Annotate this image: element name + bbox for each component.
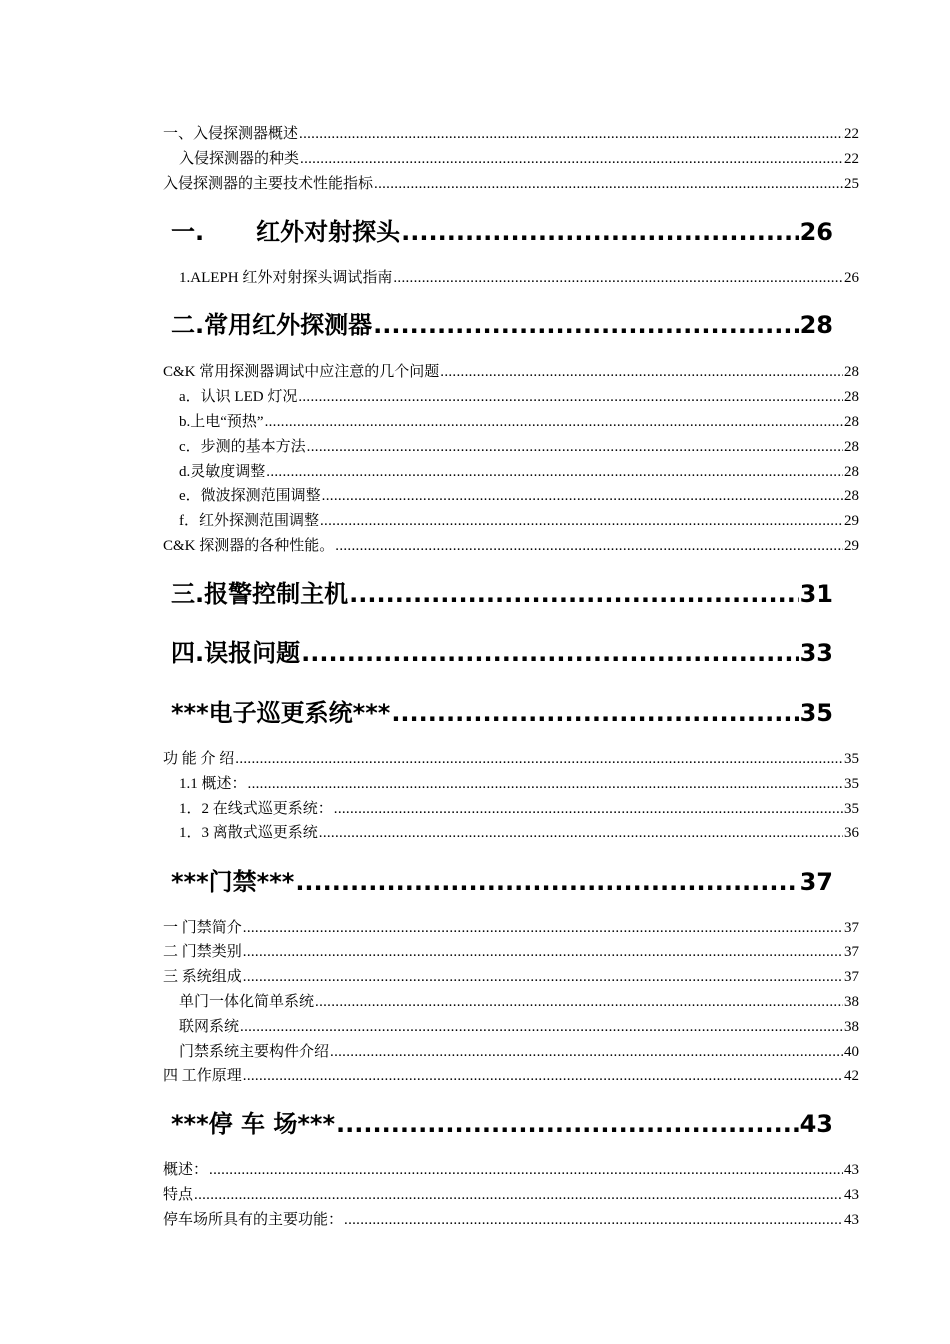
toc-leader-dots xyxy=(335,536,843,556)
toc-entry-page: 28 xyxy=(844,389,859,405)
toc-entry-page: 28 xyxy=(844,464,859,480)
toc-entry-title: 1．2 在线式巡更系统： xyxy=(179,801,333,817)
toc-leader-dots xyxy=(243,918,843,938)
toc-entry[interactable] xyxy=(179,511,859,531)
toc-entry[interactable] xyxy=(163,536,859,556)
toc-heading[interactable] xyxy=(171,309,833,341)
toc-entry[interactable] xyxy=(163,967,859,987)
toc-entry[interactable] xyxy=(163,749,859,769)
toc-heading-title: 三.报警控制主机 xyxy=(171,580,349,608)
toc-leader-dots xyxy=(300,149,843,169)
toc-entry[interactable] xyxy=(163,1160,859,1180)
toc-entry-page: 37 xyxy=(844,944,859,960)
toc-heading-title: 四.误报问题 xyxy=(171,639,301,667)
toc-entry-title: 单门一体化简单系统 xyxy=(179,994,315,1010)
toc-entry-page: 28 xyxy=(844,488,859,504)
toc-leader-dots xyxy=(298,387,843,407)
toc-leader-dots xyxy=(295,866,798,898)
toc-leader-dots xyxy=(319,823,843,843)
toc-leader-dots xyxy=(322,486,843,506)
toc-entry[interactable] xyxy=(179,462,859,482)
toc-leader-dots xyxy=(393,268,843,288)
toc-entry-title: 概述： xyxy=(163,1162,209,1178)
toc-entry-title: a．认识 LED 灯况 xyxy=(179,389,298,405)
toc-heading-title: ***门禁*** xyxy=(171,868,295,896)
toc-leader-dots xyxy=(243,967,843,987)
toc-entry[interactable] xyxy=(179,799,859,819)
toc-entry[interactable] xyxy=(163,1210,859,1230)
toc-entry-title: 入侵探测器的主要技术性能指标 xyxy=(163,176,374,192)
toc-entry-page: 36 xyxy=(844,825,859,841)
toc-entry-page: 29 xyxy=(844,538,859,554)
toc-entry-title: 特点 xyxy=(163,1187,194,1203)
toc-leader-dots xyxy=(334,799,843,819)
toc-entry-page: 28 xyxy=(844,364,859,380)
toc-entry-title: 一 门禁简介 xyxy=(163,920,242,936)
toc-entry[interactable] xyxy=(163,362,859,382)
toc-leader-dots xyxy=(299,124,843,144)
toc-entry-title: 停车场所具有的主要功能： xyxy=(163,1212,344,1228)
toc-entry-page: 43 xyxy=(844,1212,859,1228)
toc-leader-dots xyxy=(374,174,843,194)
toc-heading-page: 35 xyxy=(799,699,833,727)
toc-leader-dots xyxy=(301,637,798,669)
toc-leader-dots xyxy=(209,1160,843,1180)
toc-leader-dots xyxy=(320,511,843,531)
toc-leader-dots xyxy=(194,1185,843,1205)
toc-entry-page: 26 xyxy=(844,270,859,286)
toc-entry-title: 二 门禁类别 xyxy=(163,944,242,960)
toc-entry-title: C&K 常用探测器调试中应注意的几个问题 xyxy=(163,364,440,380)
toc-entry[interactable] xyxy=(179,437,859,457)
toc-leader-dots xyxy=(265,412,843,432)
toc-entry[interactable] xyxy=(179,823,859,843)
toc-heading[interactable] xyxy=(171,578,833,610)
toc-leader-dots xyxy=(440,362,843,382)
toc-heading-page: 43 xyxy=(799,1110,833,1138)
toc-entry-title: 入侵探测器的种类 xyxy=(179,151,300,167)
toc-entry-title: b.上电“预热” xyxy=(179,414,264,430)
toc-heading[interactable] xyxy=(171,866,833,898)
toc-heading-title: ***停 车 场*** xyxy=(171,1110,336,1138)
toc-entry-title: 三 系统组成 xyxy=(163,969,242,985)
toc-heading[interactable] xyxy=(171,697,833,729)
toc-entry-page: 35 xyxy=(844,801,859,817)
toc-entry[interactable] xyxy=(179,387,859,407)
toc-entry-title: 1．3 离散式巡更系统 xyxy=(179,825,318,841)
toc-heading-title: 二.常用红外探测器 xyxy=(171,311,373,339)
toc-entry-page: 22 xyxy=(844,151,859,167)
toc-entry-page: 22 xyxy=(844,126,859,142)
toc-leader-dots xyxy=(243,1066,843,1086)
toc-entry-page: 29 xyxy=(844,513,859,529)
toc-leader-dots xyxy=(391,697,798,729)
toc-entry-page: 35 xyxy=(844,776,859,792)
toc-entry-page: 35 xyxy=(844,751,859,767)
toc-entry-title: 联网系统 xyxy=(179,1019,240,1035)
toc-entry-title: f．红外探测范围调整 xyxy=(179,513,319,529)
toc-entry[interactable] xyxy=(163,942,859,962)
toc-entry[interactable] xyxy=(179,774,859,794)
toc-entry[interactable] xyxy=(163,174,859,194)
toc-entry-page: 37 xyxy=(844,920,859,936)
toc-entry[interactable] xyxy=(163,1066,859,1086)
toc-entry-page: 28 xyxy=(844,439,859,455)
toc-entry[interactable] xyxy=(163,1185,859,1205)
toc-entry-title: 一、入侵探测器概述 xyxy=(163,126,299,142)
toc-entry[interactable] xyxy=(179,412,859,432)
toc-entry[interactable] xyxy=(179,1017,859,1037)
toc-leader-dots xyxy=(344,1210,843,1230)
toc-entry[interactable] xyxy=(163,918,859,938)
toc-leader-dots xyxy=(243,942,843,962)
toc-entry-title: 门禁系统主要构件介绍 xyxy=(179,1044,330,1060)
toc-entry-page: 43 xyxy=(844,1162,859,1178)
toc-leader-dots xyxy=(330,1042,843,1062)
toc-leader-dots xyxy=(315,992,843,1012)
toc-heading-page: 28 xyxy=(799,311,833,339)
toc-entry[interactable] xyxy=(163,124,859,144)
toc-heading-title: ***电子巡更系统*** xyxy=(171,699,391,727)
toc-leader-dots xyxy=(401,216,798,248)
toc-entry-title: 四 工作原理 xyxy=(163,1068,242,1084)
toc-heading-page: 31 xyxy=(799,580,833,608)
toc-heading-page: 33 xyxy=(799,639,833,667)
toc-heading-page: 37 xyxy=(799,868,833,896)
toc-leader-dots xyxy=(248,774,843,794)
toc-leader-dots xyxy=(336,1108,799,1140)
toc-entry-title: d.灵敏度调整 xyxy=(179,464,266,480)
toc-entry[interactable] xyxy=(179,149,859,169)
toc-leader-dots xyxy=(307,437,843,457)
toc-leader-dots xyxy=(349,578,798,610)
toc-entry-page: 43 xyxy=(844,1187,859,1203)
toc-entry-title: C&K 探测器的各种性能。 xyxy=(163,538,335,554)
toc-entry-title: 1.ALEPH 红外对射探头调试指南 xyxy=(179,270,393,286)
toc-leader-dots xyxy=(235,749,843,769)
toc-entry-page: 38 xyxy=(844,1019,859,1035)
toc-entry[interactable] xyxy=(179,268,859,288)
toc-heading[interactable] xyxy=(171,1108,833,1140)
toc-entry-page: 28 xyxy=(844,414,859,430)
toc-entry-title: 1.1 概述： xyxy=(179,776,247,792)
toc-entry-title: e．微波探测范围调整 xyxy=(179,488,321,504)
toc-leader-dots xyxy=(373,309,798,341)
toc-heading[interactable] xyxy=(171,216,833,248)
toc-entry-title: c．步测的基本方法 xyxy=(179,439,306,455)
toc-entry-page: 37 xyxy=(844,969,859,985)
toc-heading[interactable] xyxy=(171,637,833,669)
toc-entry-page: 38 xyxy=(844,994,859,1010)
toc-leader-dots xyxy=(240,1017,843,1037)
toc-entry[interactable] xyxy=(179,486,859,506)
toc-entry-page: 25 xyxy=(844,176,859,192)
toc-heading-number: 一. xyxy=(171,218,205,246)
toc-entry-page: 42 xyxy=(844,1068,859,1084)
toc-heading-page: 26 xyxy=(799,218,833,246)
toc-entry-title: 功 能 介 绍 xyxy=(163,751,235,767)
toc-leader-dots xyxy=(266,462,843,482)
toc-entry[interactable] xyxy=(179,1042,859,1062)
toc-entry-page: 40 xyxy=(844,1044,859,1060)
toc-heading-title: 一. 红外对射探头 xyxy=(171,218,401,246)
toc-entry[interactable] xyxy=(179,992,859,1012)
